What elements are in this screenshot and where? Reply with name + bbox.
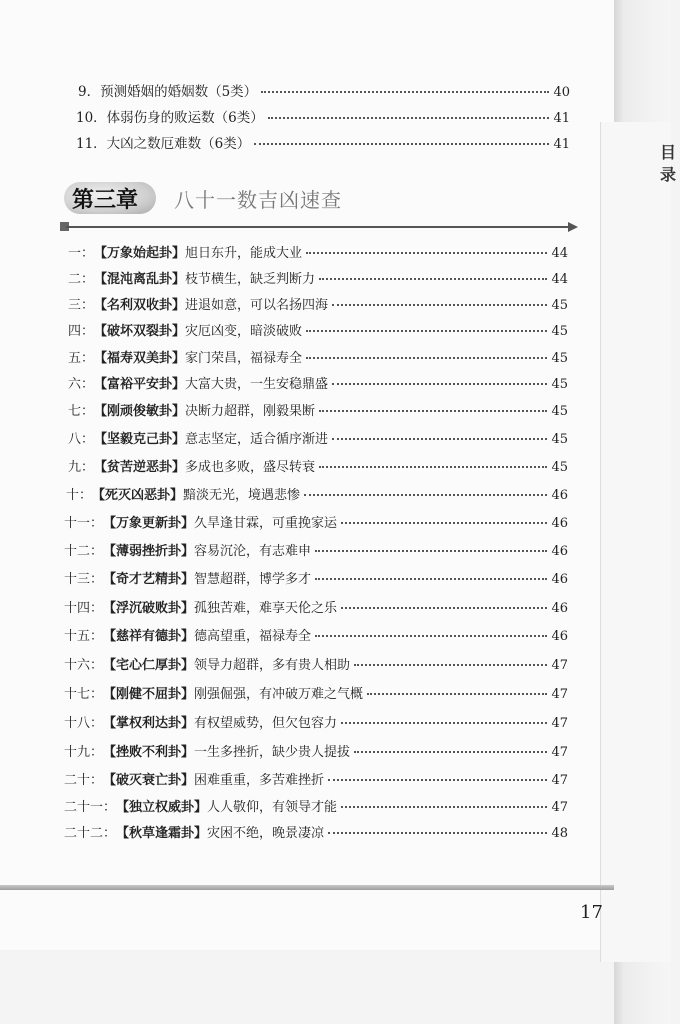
- gua-name: 【混沌离乱卦】: [94, 272, 186, 287]
- toc-entry[interactable]: [64, 540, 568, 559]
- entry-number: 九：: [68, 460, 95, 475]
- entry-description: 意志坚定，适合循序渐进: [185, 432, 329, 447]
- dot-leader: [315, 550, 547, 552]
- entry-description: 智慧超群，博学多才: [194, 572, 312, 587]
- entry-description: 家门荣昌，福禄寿全: [185, 351, 303, 366]
- toc-entry[interactable]: [64, 741, 568, 760]
- entry-description: 枝节横生，缺乏判断力: [185, 272, 316, 287]
- toc-page-number: 45: [551, 351, 568, 366]
- dot-leader: [319, 278, 547, 280]
- entry-description: 灾厄凶变，暗淡破败: [185, 324, 303, 339]
- toc-page-number: 46: [551, 488, 568, 503]
- toc-entry[interactable]: [64, 712, 568, 731]
- gua-name: 【独立权威卦】: [116, 800, 208, 815]
- gua-name: 【破灭衰亡卦】: [103, 773, 195, 788]
- entry-number: 七：: [68, 404, 95, 419]
- toc-page-number: 47: [551, 716, 568, 731]
- entry-number: 十五：: [64, 629, 104, 644]
- dot-leader: [354, 751, 547, 753]
- toc-page-number: 44: [551, 272, 568, 287]
- toc-page-number: 46: [551, 601, 568, 616]
- entry-description: 有权望威势，但欠包容力: [194, 716, 338, 731]
- toc-entry[interactable]: [64, 769, 568, 788]
- gua-name: 【坚毅克己卦】: [94, 432, 186, 447]
- toc-entry[interactable]: [68, 242, 568, 261]
- toc-page-number: 44: [551, 246, 568, 261]
- entry-number: 六：: [68, 377, 95, 392]
- toc-page-number: 47: [551, 800, 568, 815]
- chapter-badge: [64, 180, 156, 216]
- dot-leader: [268, 117, 550, 119]
- gua-name: 【死灭凶恶卦】: [92, 488, 184, 503]
- gua-name: 【福寿双美卦】: [94, 351, 186, 366]
- entry-description: 容易沉沦，有志难申: [194, 544, 312, 559]
- toc-page-number: 40: [553, 85, 570, 100]
- dot-leader: [332, 383, 547, 385]
- toc-entry[interactable]: [68, 347, 568, 366]
- entry-description: 久旱逢甘霖，可重挽家运: [194, 516, 338, 531]
- entry-number: 五：: [68, 351, 95, 366]
- entry-description: 德高望重，福禄寿全: [194, 629, 312, 644]
- toc-page-number: 45: [551, 460, 568, 475]
- gua-name: 【刚顽俊敏卦】: [94, 404, 186, 419]
- entry-number: 十二：: [64, 544, 104, 559]
- toc-entry[interactable]: [64, 654, 568, 673]
- dot-leader: [306, 252, 547, 254]
- dot-leader: [315, 578, 547, 580]
- toc-page-number: 47: [551, 658, 568, 673]
- dot-leader: [304, 494, 547, 496]
- entry-number: 十九：: [64, 745, 104, 760]
- gua-name: 【掌权利达卦】: [103, 716, 195, 731]
- toc-entry[interactable]: [68, 268, 568, 287]
- gua-name: 【薄弱挫折卦】: [103, 544, 195, 559]
- entry-description: 旭日东升，能成大业: [185, 246, 303, 261]
- gua-name: 【浮沉破败卦】: [103, 601, 195, 616]
- toc-entry[interactable]: [68, 456, 568, 475]
- toc-entry[interactable]: [68, 400, 568, 419]
- gua-name: 【破坏双裂卦】: [94, 324, 186, 339]
- toc-page-number: 46: [551, 516, 568, 531]
- gua-name: 【万象更新卦】: [103, 516, 195, 531]
- gua-name: 【宅心仁厚卦】: [103, 658, 195, 673]
- toc-page-number: 47: [551, 687, 568, 702]
- toc-page-number: 47: [551, 745, 568, 760]
- toc-page-number: 45: [551, 377, 568, 392]
- dot-leader: [332, 438, 547, 440]
- gua-name: 【慈祥有德卦】: [103, 629, 195, 644]
- entry-number: 二十二：: [64, 826, 117, 841]
- dot-leader: [306, 330, 547, 332]
- entry-number: 十一：: [64, 516, 104, 531]
- toc-page-number: 48: [551, 826, 568, 841]
- toc-entry-label: 11．大凶之数厄难数（6类）: [76, 136, 251, 152]
- gua-name: 【秋草逢霜卦】: [116, 826, 208, 841]
- toc-entry[interactable]: [64, 568, 568, 587]
- entry-description: 困难重重，多苦难挫折: [194, 773, 325, 788]
- toc-page-number: 45: [551, 298, 568, 313]
- toc-entry[interactable]: [66, 484, 568, 503]
- toc-entry[interactable]: [68, 373, 568, 392]
- toc-entry[interactable]: [78, 80, 570, 100]
- dot-leader: [341, 722, 547, 724]
- dot-leader: [328, 779, 547, 781]
- entry-number: 十六：: [64, 658, 104, 673]
- gua-name: 【名利双收卦】: [94, 298, 186, 313]
- dot-leader: [367, 693, 547, 695]
- gua-name: 【刚健不屈卦】: [103, 687, 195, 702]
- toc-page-number: 41: [553, 137, 570, 152]
- entry-number: 十：: [66, 488, 93, 503]
- toc-entry[interactable]: [64, 796, 568, 815]
- entry-number: 十八：: [64, 716, 104, 731]
- toc-entry[interactable]: [64, 683, 568, 702]
- toc-page-number: 46: [551, 572, 568, 587]
- entry-description: 多成也多败，盛尽转衰: [185, 460, 316, 475]
- chapter-title: 八十一数吉凶速查: [174, 187, 342, 212]
- entry-description: 孤独苦难，难享天伦之乐: [194, 601, 338, 616]
- entry-description: 大富大贵，一生安稳鼎盛: [185, 377, 329, 392]
- dot-leader: [341, 607, 547, 609]
- dot-leader: [332, 304, 547, 306]
- toc-page-number: 41: [553, 111, 570, 126]
- toc-entry-label: 10．体弱伤身的败运数（6类）: [76, 110, 264, 126]
- entry-number: 四：: [68, 324, 95, 339]
- entry-description: 刚强倔强，有冲破万难之气概: [194, 687, 364, 702]
- entry-description: 领导力超群，多有贵人相助: [194, 658, 351, 673]
- dot-leader: [261, 91, 549, 93]
- entry-description: 灾困不绝，晚景凄凉: [207, 826, 325, 841]
- page-number: 17: [580, 902, 603, 923]
- entry-number: 八：: [68, 432, 95, 447]
- entry-number: 十四：: [64, 601, 104, 616]
- toc-entry[interactable]: [64, 597, 568, 616]
- entry-description: 黯淡无光，境遇悲惨: [183, 488, 301, 503]
- gua-name: 【万象始起卦】: [94, 246, 186, 261]
- toc-entry[interactable]: [64, 625, 568, 644]
- entry-description: 人人敬仰，有领导才能: [207, 800, 338, 815]
- entry-number: 二：: [68, 272, 95, 287]
- entry-description: 决断力超群，刚毅果断: [185, 404, 316, 419]
- gua-name: 【奇才艺精卦】: [103, 572, 195, 587]
- toc-entry[interactable]: [64, 822, 568, 841]
- entry-number: 三：: [68, 298, 95, 313]
- facing-page-text: 目 录: [660, 143, 677, 184]
- toc-page-number: 46: [551, 544, 568, 559]
- toc-entry[interactable]: [68, 320, 568, 339]
- dot-leader: [306, 357, 547, 359]
- entry-description: 进退如意，可以名扬四海: [185, 298, 329, 313]
- arrow-right-icon: [568, 222, 578, 232]
- toc-page-number: 45: [551, 432, 568, 447]
- chapter-heading: [64, 180, 342, 216]
- toc-page-number: 46: [551, 629, 568, 644]
- chapter-label: 第三章: [72, 188, 139, 213]
- entry-description: 一生多挫折，缺少贵人提拔: [194, 745, 351, 760]
- entry-number: 二十：: [64, 773, 104, 788]
- dot-leader: [341, 806, 547, 808]
- dot-leader: [328, 832, 547, 834]
- facing-page: [600, 122, 671, 962]
- gua-name: 【富裕平安卦】: [94, 377, 186, 392]
- chapter-rule: [66, 226, 570, 228]
- gua-name: 【贫苦逆恶卦】: [94, 460, 186, 475]
- dot-leader: [354, 664, 547, 666]
- gua-name: 【挫败不利卦】: [103, 745, 195, 760]
- toc-page-number: 45: [551, 404, 568, 419]
- dot-leader: [315, 635, 547, 637]
- entry-number: 一：: [68, 246, 95, 261]
- toc-entry[interactable]: [76, 132, 570, 152]
- dot-leader: [254, 143, 549, 145]
- toc-page-number: 45: [551, 324, 568, 339]
- entry-number: 十七：: [64, 687, 104, 702]
- toc-entry[interactable]: [64, 512, 568, 531]
- dot-leader: [319, 466, 547, 468]
- dot-leader: [341, 522, 547, 524]
- toc-page-number: 47: [551, 773, 568, 788]
- toc-entry[interactable]: [68, 294, 568, 313]
- toc-entry[interactable]: [76, 106, 570, 126]
- entry-number: 十三：: [64, 572, 104, 587]
- toc-entry[interactable]: [68, 428, 568, 447]
- footer-rule: [0, 885, 614, 890]
- toc-entry-label: 9．预测婚姻的婚姻数（5类）: [78, 84, 258, 100]
- dot-leader: [319, 410, 547, 412]
- entry-number: 二十一：: [64, 800, 117, 815]
